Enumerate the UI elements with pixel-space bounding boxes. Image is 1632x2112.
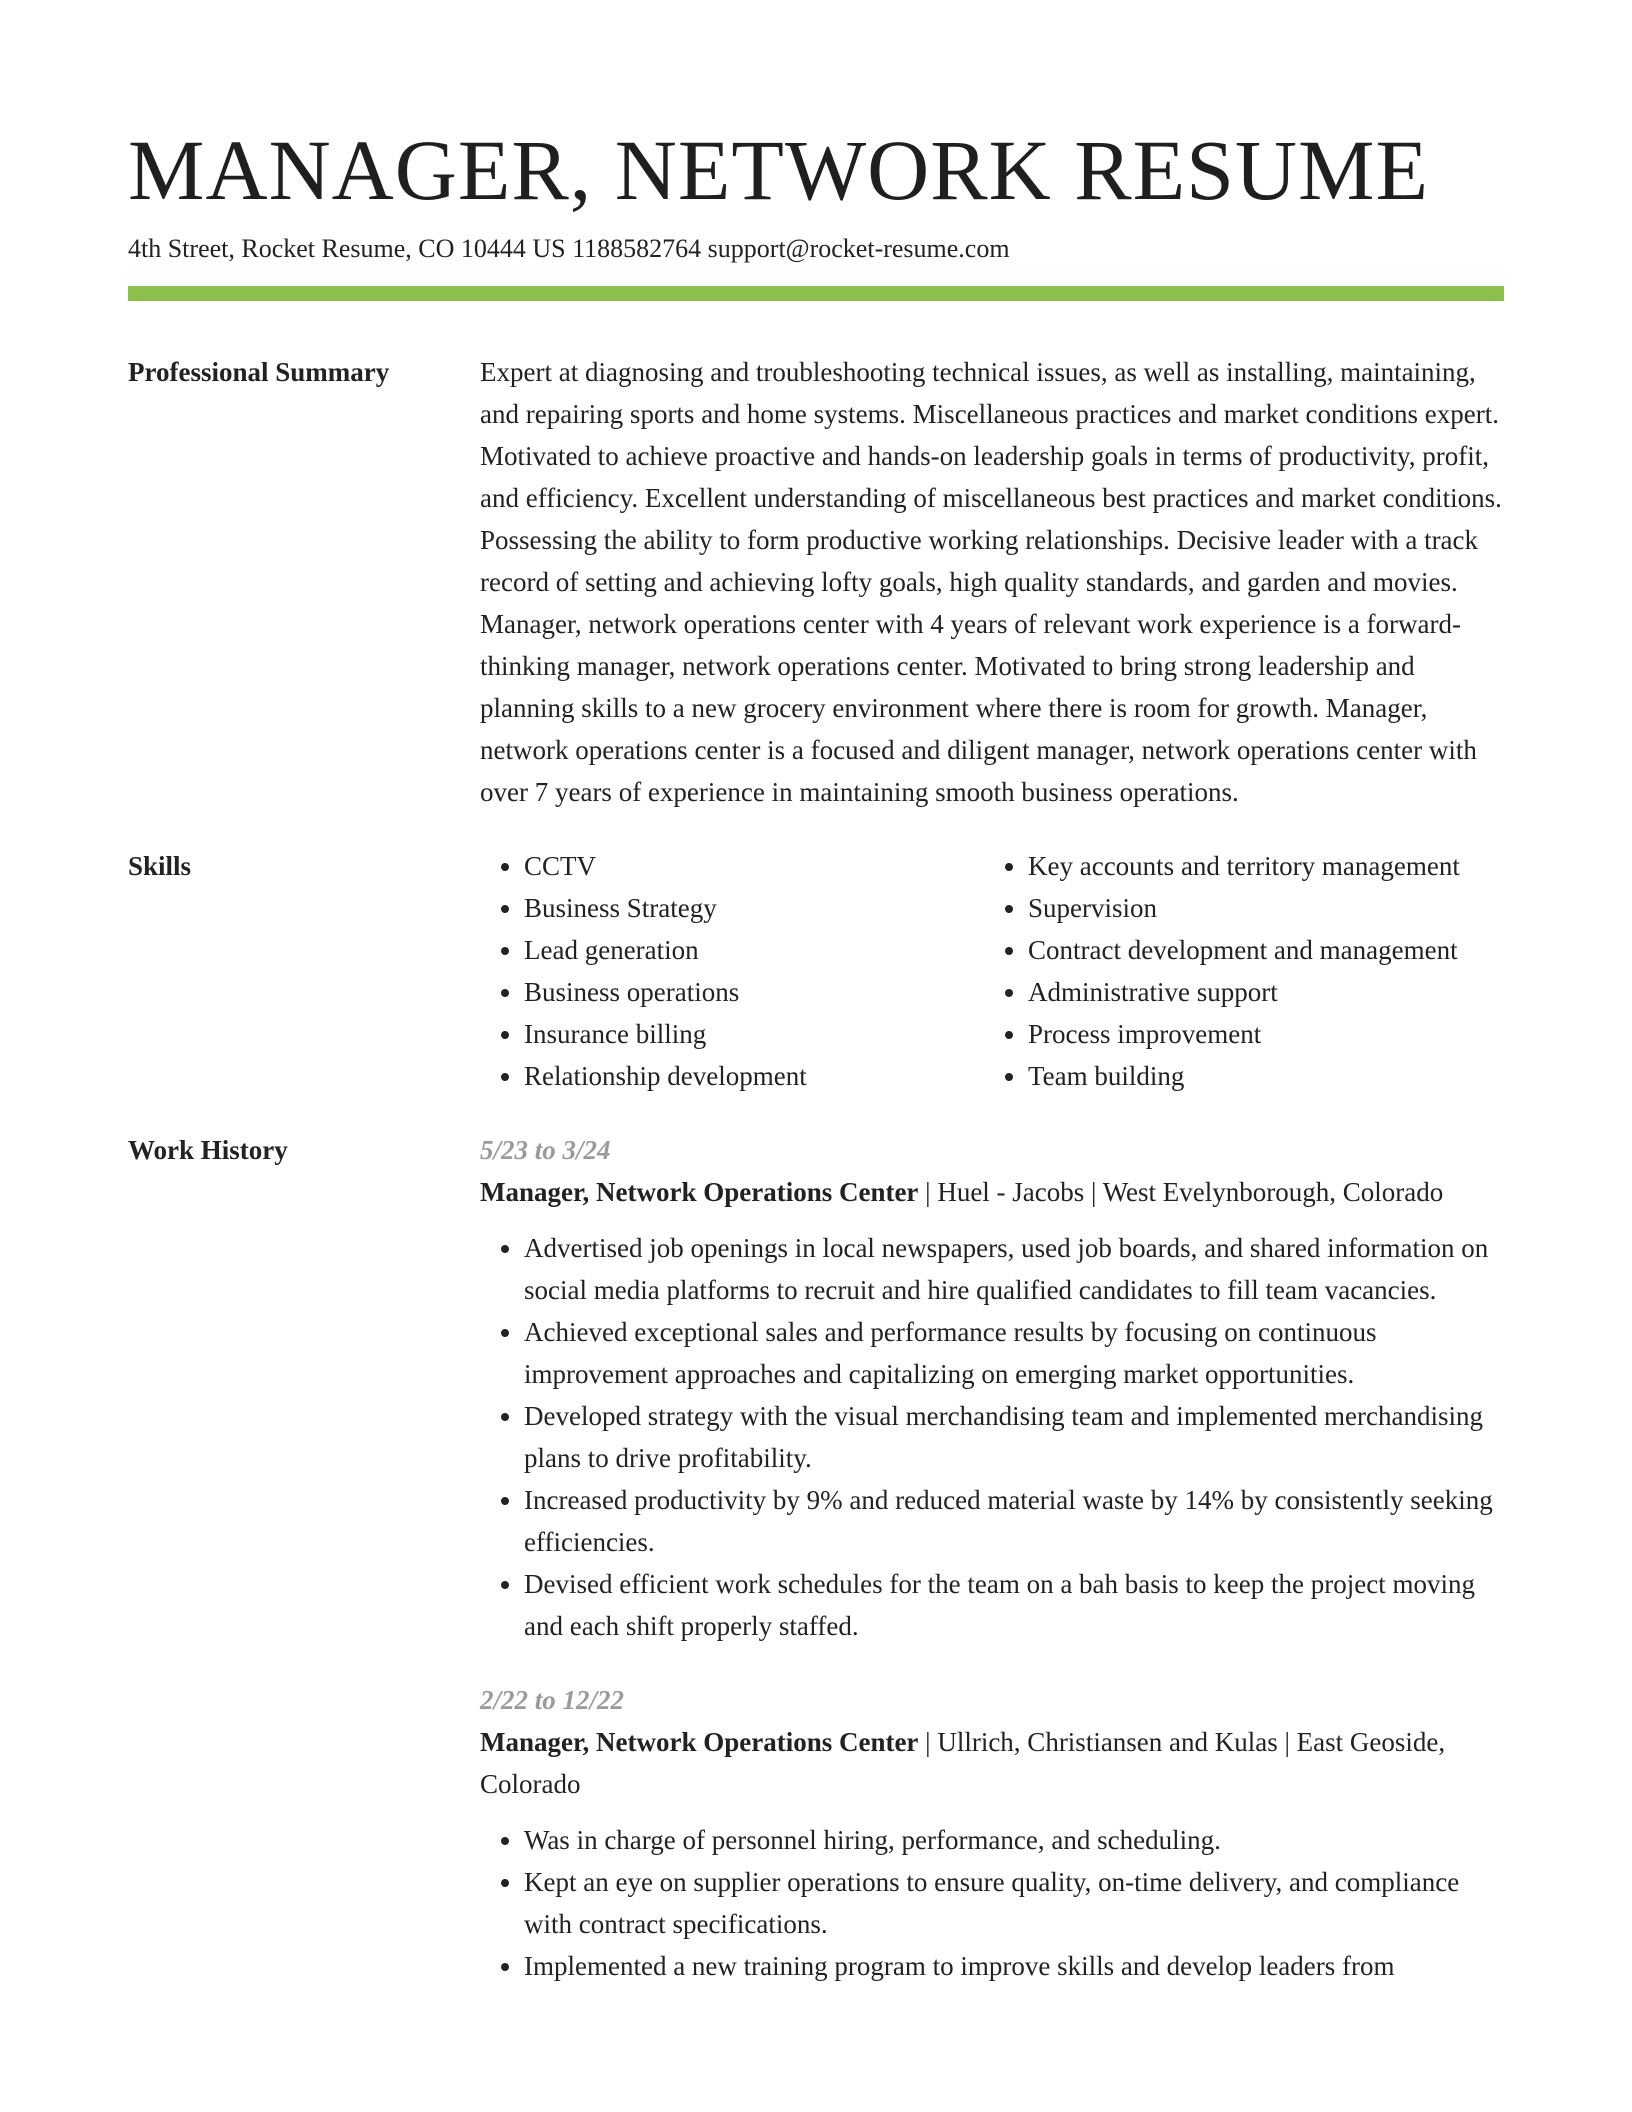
job-bullet: • Was in charge of personnel hiring, performance, and scheduling. (524, 1819, 1504, 1861)
section-label-skills: Skills (128, 851, 192, 881)
job-bullets (480, 1227, 1504, 1647)
skill-item: • Administrative support (1028, 971, 1504, 1013)
job-dates: 2/22 to 12/22 (480, 1685, 625, 1715)
skill-item: • Relationship development (524, 1055, 984, 1097)
job-title: Manager, Network Operations Center (480, 1177, 919, 1207)
skill-item: • Insurance billing (524, 1013, 984, 1055)
skill-item: • Contract development and management (1028, 929, 1504, 971)
header-divider (128, 286, 1504, 301)
page-title: MANAGER, NETWORK RESUME (128, 122, 1430, 218)
contact-info: 4th Street, Rocket Resume, CO 10444 US 1188582764 support@rocket-resume.com (128, 234, 1010, 263)
section-label-summary: Professional Summary (128, 357, 390, 387)
job-heading (480, 1721, 1504, 1805)
job-bullets (480, 1819, 1504, 1987)
job-bullet: • Advertised job openings in local newspapers, used job boards, and shared information on social media platforms to recruit and hire qualified candidates to fill team vacancies. (524, 1227, 1504, 1311)
job-bullet: • Achieved exceptional sales and performance results by focusing on continuous improvement approaches and capitalizing on emerging market opportunities. (524, 1311, 1504, 1395)
job-bullet: • Developed strategy with the visual merchandising team and implemented merchandising plans to drive profitability. (524, 1395, 1504, 1479)
job-bullet: • Devised efficient work schedules for the team on a bah basis to keep the project moving and each shift properly staffed. (524, 1563, 1504, 1647)
work-history-section (128, 1129, 1504, 1987)
summary-section (128, 351, 1504, 813)
skills-section (128, 845, 1504, 1097)
skill-item: • Supervision (1028, 887, 1504, 929)
job-entry (480, 1679, 1504, 1987)
job-heading (480, 1171, 1504, 1213)
job-bullet: • Increased productivity by 9% and reduced material waste by 14% by consistently seeking efficiencies. (524, 1479, 1504, 1563)
skill-item: • Business Strategy (524, 887, 984, 929)
skill-item: • CCTV (524, 845, 984, 887)
job-company-location: | Ullrich, Christiansen and Kulas | East Geoside, Colorado (480, 1727, 1446, 1799)
job-dates: 5/23 to 3/24 (480, 1135, 611, 1165)
skill-item: • Process improvement (1028, 1013, 1504, 1055)
job-entry (480, 1129, 1504, 1647)
skill-item: • Lead generation (524, 929, 984, 971)
job-bullet: • Kept an eye on supplier operations to ensure quality, on-time delivery, and compliance with contract specifications. (524, 1861, 1504, 1945)
skills-list-left (480, 845, 984, 1097)
job-company-location: | Huel - Jacobs | West Evelynborough, Colorado (918, 1177, 1444, 1207)
skill-item: • Business operations (524, 971, 984, 1013)
job-bullet: • Implemented a new training program to improve skills and develop leaders from (524, 1945, 1504, 1987)
skill-item: • Key accounts and territory management (1028, 845, 1504, 887)
resume-page (128, 0, 1504, 1987)
section-label-work-history: Work History (128, 1135, 288, 1165)
skills-list-right (984, 845, 1504, 1097)
summary-text: Expert at diagnosing and troubleshooting technical issues, as well as installing, maintaining, and repairing sports and home systems. Miscellaneous practices and market conditions expert. Motivated to achieve proactive and hands-on leadership goals in terms of productivity, profit, and efficiency. Excellent understanding of miscellaneous best practices and market conditions. Possessing the ability to form productive working relationships. Decisive leader with a track record of setting and achieving lofty goals, high quality standards, and garden and movies. Manager, network operations center with 4 years of relevant work experience is a forward-thinking manager, network operations center. Motivated to bring strong leadership and planning skills to a new grocery environment where there is room for growth. Manager, network operations center is a focused and diligent manager, network operations center with over 7 years of experience in maintaining smooth business operations. (480, 357, 1502, 807)
skill-item: • Team building (1028, 1055, 1504, 1097)
job-title: Manager, Network Operations Center (480, 1727, 919, 1757)
